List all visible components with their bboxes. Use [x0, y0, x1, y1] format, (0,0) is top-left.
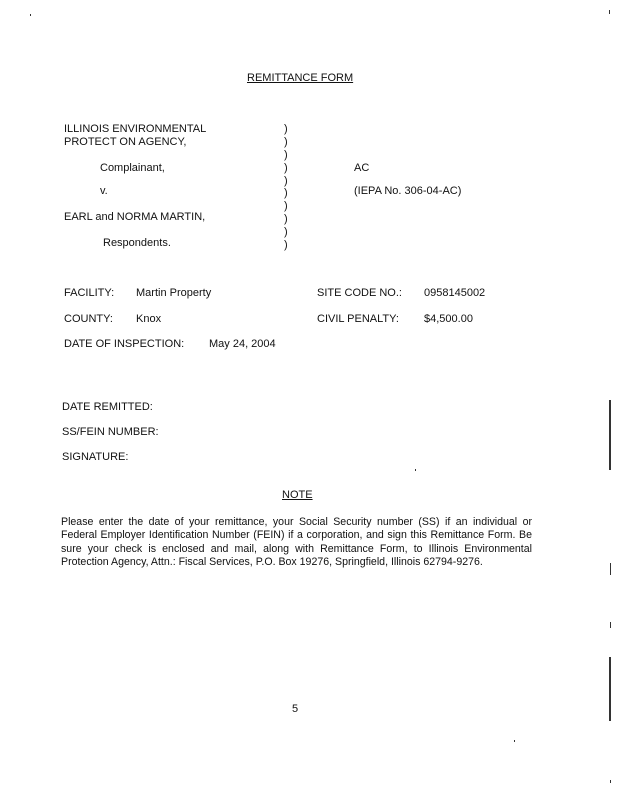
paren-mark: ): [284, 239, 288, 252]
scan-artifact: [610, 780, 611, 783]
caption-paren-column: [284, 123, 288, 252]
paren-mark: ): [284, 174, 288, 187]
paren-mark: ): [284, 148, 288, 161]
scan-artifact: [610, 622, 611, 628]
inspection-date-label: DATE OF INSPECTION:: [64, 338, 185, 350]
paren-mark: ): [284, 200, 288, 213]
paren-mark: ): [284, 135, 288, 148]
date-remitted-label: DATE REMITTED:: [62, 401, 153, 413]
civil-penalty-label: CIVIL PENALTY:: [317, 313, 399, 325]
paren-mark: ): [284, 123, 288, 135]
note-body: Please enter the date of your remittance, your Social Security number (SS) if an individual or Federal Employer Identification Number (FEIN) if a corporation, and sign this Remittance Form. Be sure your check is enclosed and mail, along with Remittance Form, to Illinois Environmental Protection Agency, Attn.: Fiscal Services, P.O. Box 19276, Springfield, Illinois 62794-9276.: [61, 516, 532, 569]
complainant-name-line1: ILLINOIS ENVIRONMENTAL: [64, 123, 207, 135]
civil-penalty-value: $4,500.00: [424, 313, 473, 325]
versus-label: v.: [100, 185, 108, 197]
facility-label: FACILITY:: [64, 287, 115, 299]
respondent-name: EARL and NORMA MARTIN,: [64, 211, 206, 223]
scan-artifact: [415, 469, 416, 471]
scan-artifact: [609, 10, 610, 14]
paren-mark: ): [284, 213, 288, 226]
case-number: (IEPA No. 306-04-AC): [354, 185, 462, 197]
case-type: AC: [354, 162, 370, 174]
scan-artifact: [514, 740, 515, 742]
complainant-name-line2: PROTECT ON AGENCY,: [64, 136, 187, 148]
page-number: 5: [292, 703, 299, 715]
scan-artifact: [609, 657, 611, 721]
scan-artifact: [609, 400, 611, 470]
note-heading: NOTE: [282, 489, 313, 501]
scan-artifact: [30, 14, 31, 16]
form-title: REMITTANCE FORM: [247, 72, 354, 84]
paren-mark: ): [284, 226, 288, 239]
paren-mark: ): [284, 161, 288, 174]
facility-value: Martin Property: [136, 287, 212, 299]
inspection-date-value: May 24, 2004: [209, 338, 276, 350]
ssfein-label: SS/FEIN NUMBER:: [62, 426, 159, 438]
complainant-role: Complainant,: [100, 162, 165, 174]
county-value: Knox: [136, 313, 162, 325]
respondent-role: Respondents.: [103, 237, 171, 249]
scan-artifact: [610, 563, 611, 575]
paren-mark: ): [284, 187, 288, 200]
site-code-value: 0958145002: [424, 287, 486, 299]
county-label: COUNTY:: [64, 313, 113, 325]
site-code-label: SITE CODE NO.:: [317, 287, 402, 299]
signature-label: SIGNATURE:: [62, 451, 129, 463]
